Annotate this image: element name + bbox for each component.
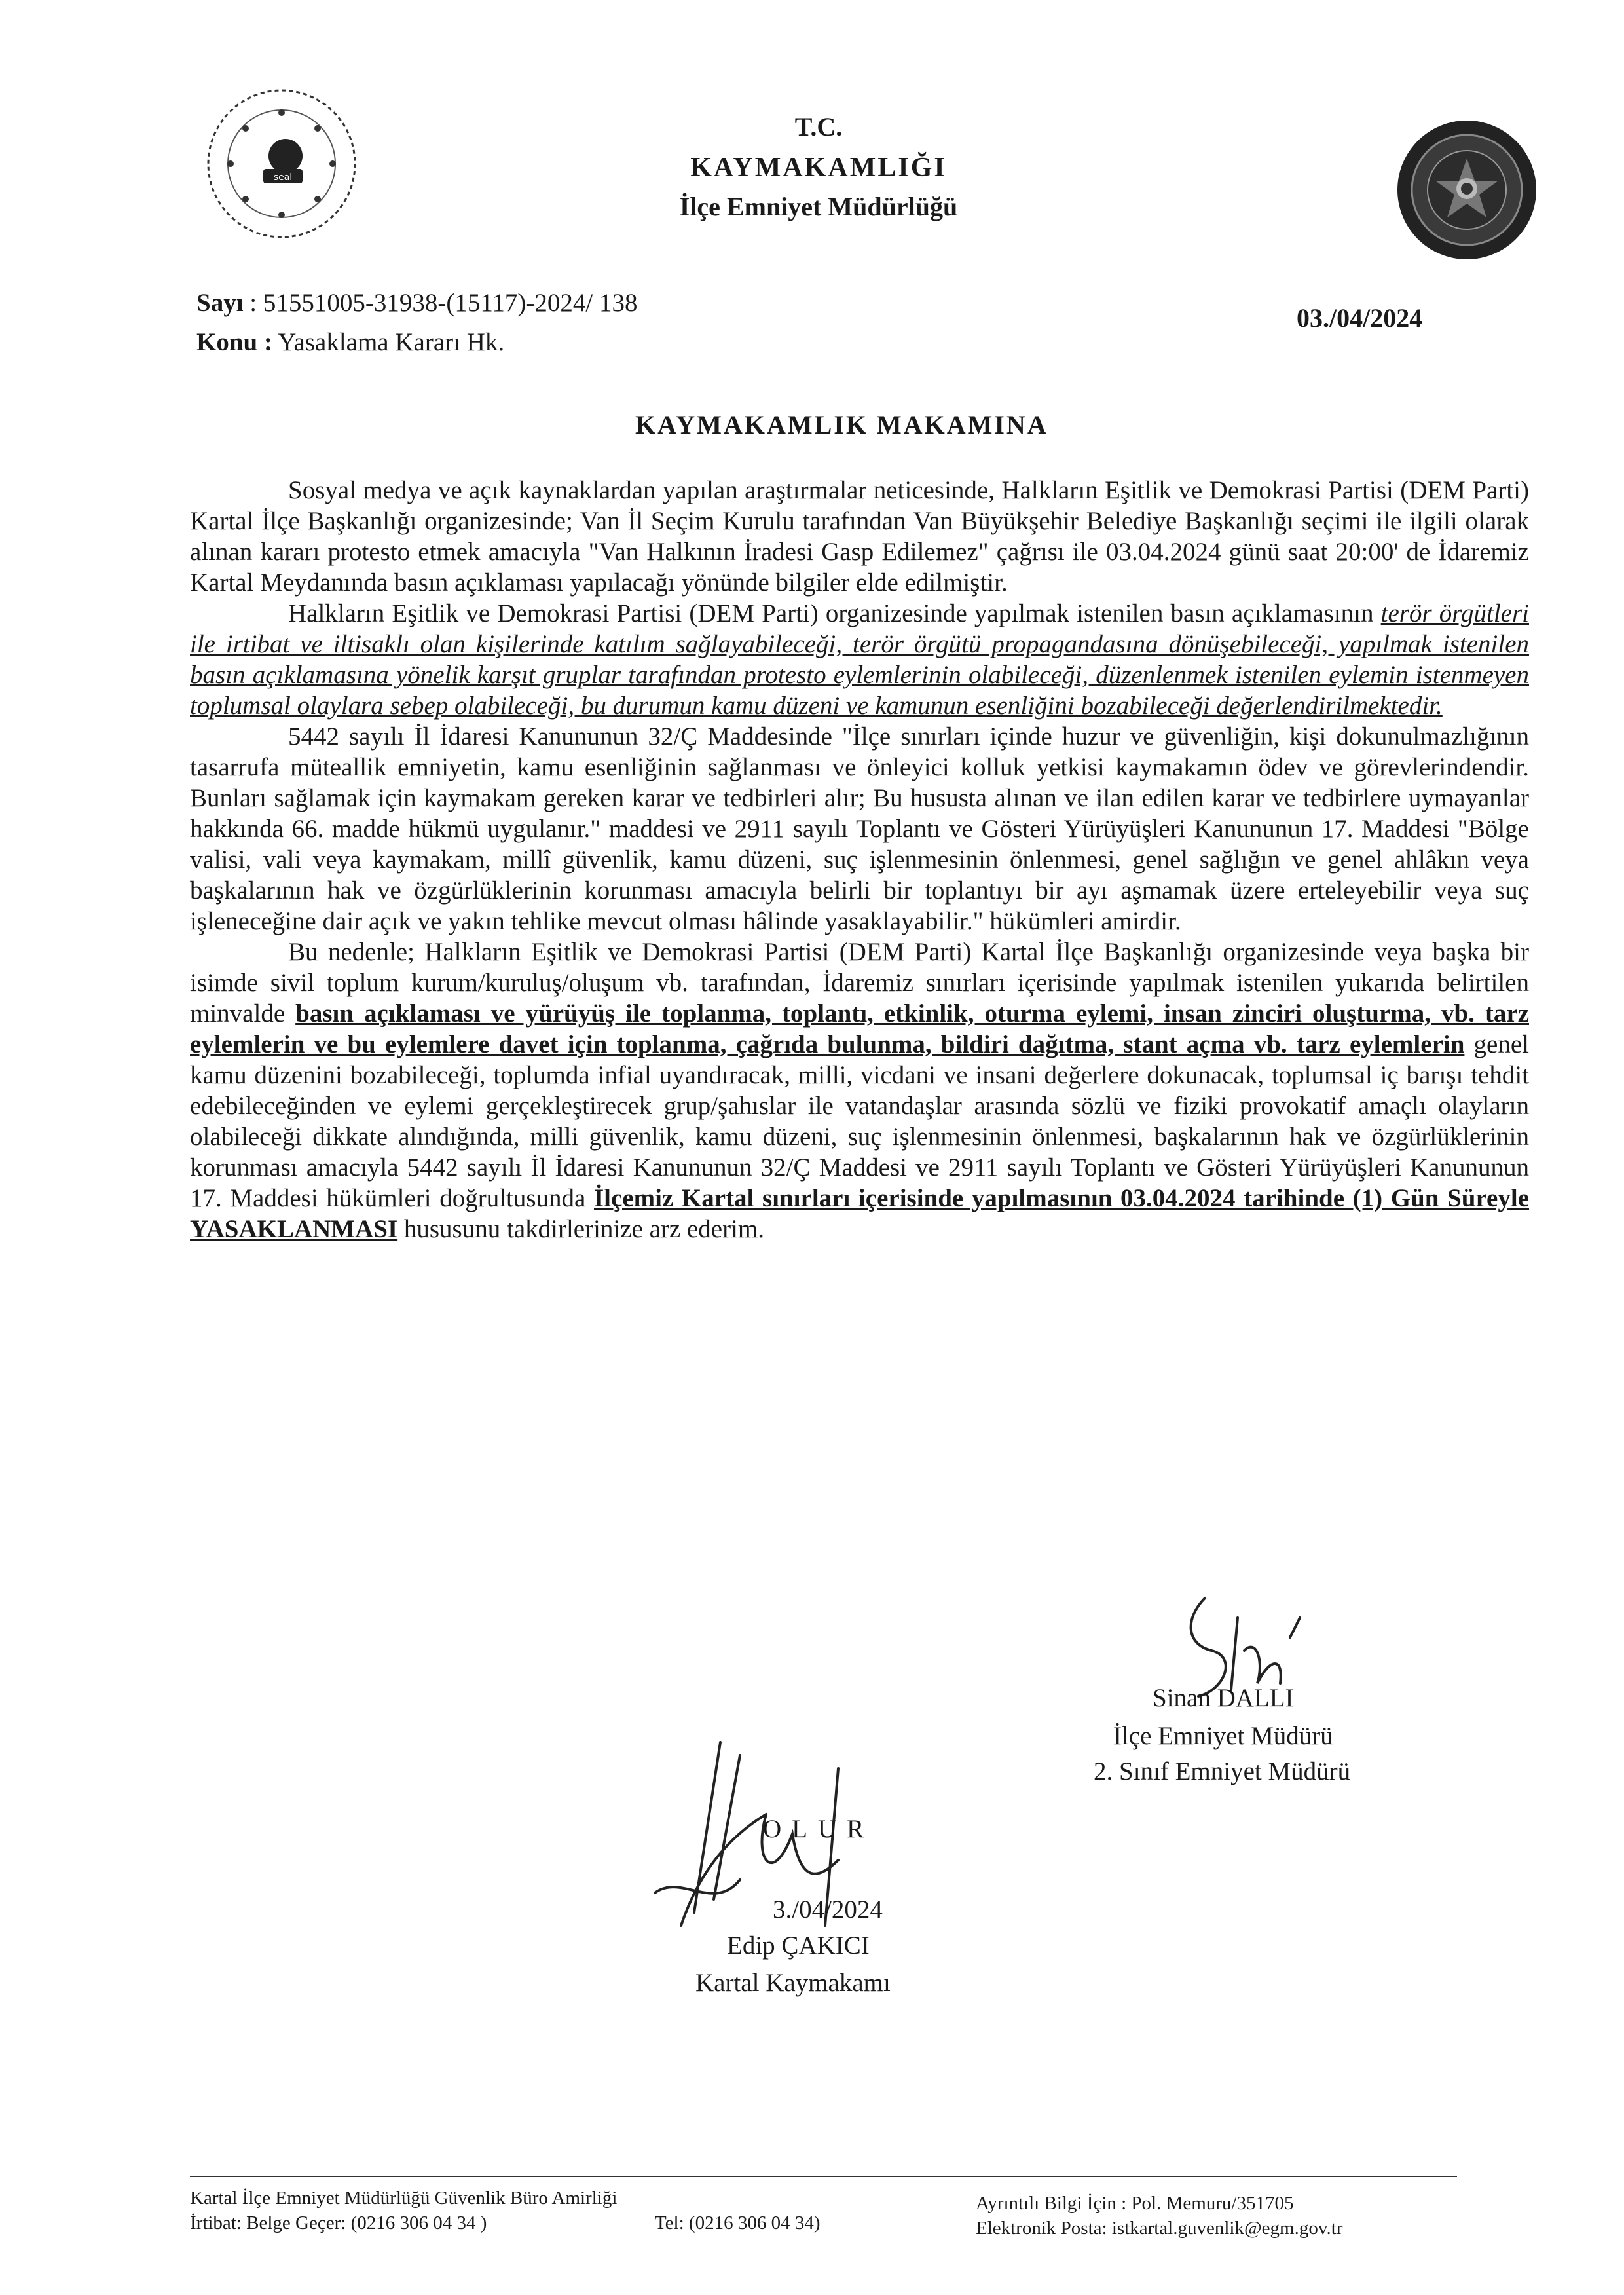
signer-1-name: Sinan DALLI bbox=[1153, 1684, 1294, 1712]
addressee: KAYMAKAMLIK MAKAMINA bbox=[635, 410, 1048, 439]
approval-label: OLUR bbox=[763, 1815, 875, 1843]
paragraph-4-closing: hususunu takdirlerinize arz ederim. bbox=[403, 1215, 765, 1243]
signer-1-title: İlçe Emniyet Müdürü bbox=[1113, 1722, 1333, 1750]
footer-contact: Ayrıntılı Bilgi İçin : Pol. Memuru/351705 bbox=[976, 2193, 1294, 2214]
police-seal-icon bbox=[1395, 118, 1539, 262]
paragraph-4 bbox=[190, 937, 1529, 1244]
footer-email: Elektronik Posta: istkartal.guvenlik@egm.gov.tr bbox=[976, 2218, 1343, 2239]
reference-subject bbox=[196, 327, 504, 357]
signer-1-rank: 2. Sınıf Emniyet Müdürü bbox=[1094, 1757, 1351, 1785]
sayi-label: Sayı bbox=[196, 289, 244, 317]
approval-date: 3./04/2024 bbox=[773, 1895, 883, 1924]
paragraph-1: Sosyal medya ve açık kaynaklardan yapılan araştırmalar neticesinde, Halkların Eşitlik ve Demokrasi Partisi (DEM Parti) Kartal İlçe Başkanlığı organizesinde; Van İl Seçim Kurulu tarafından Van Büyükşehir Belediye Başkanlığı seçimi ile ilgili olarak alınan kararı protesto etmek amacıyla "Van Halkının İradesi Gasp Edilemez" çağrısı ile 03.04.2024 günü saat 20:00' de İdaremiz Kartal Meydanında basın açıklaması yapılacağı yönünde bilgiler elde edilmiştir. bbox=[190, 476, 1529, 597]
paragraph-4-underlined-2: İlçemiz Kartal sınırları içerisinde yapılmasının 03.04.2024 tarihinde (1) Gün Süreyle YASAKLANMASI bbox=[190, 1184, 1530, 1243]
ministry-seal-icon bbox=[203, 85, 360, 242]
paragraph-2-text: Halkların Eşitlik ve Demokrasi Partisi (DEM Parti) organizesinde yapılmak istenilen basın açıklamasının bbox=[288, 599, 1374, 627]
footer-unit: Kartal İlçe Emniyet Müdürlüğü Güvenlik Büro Amirliği bbox=[190, 2188, 618, 2209]
konu-label: Konu : bbox=[196, 328, 272, 356]
paragraph-4-underlined-1: basın açıklaması ve yürüyüş ile toplanma, toplantı, etkinlik, oturma eylemi, insan zinciri oluşturma, vb. tarz eylemlerin ve bu eylemlere davet için toplanma, çağrıda bulunma, bildiri dağıtma, stant açma vb. tarz eylemlerin bbox=[190, 999, 1530, 1058]
paragraph-2-underlined: terör örgütleri ile irtibat ve iltisaklı olan kişilerinde katılım sağlayabileceği, terör örgütü propagandasına dönüşebileceği, yapılmak istenilen basın açıklamasına yönelik karşıt gruplar tarafından protesto eylemlerinin olabileceği, düzenlenmek istenilen eylemin istenmeyen toplumsal olaylara sebep olabileceği, bu durumun kamu düzeni ve kamunun esenliğini bozabileceği değerlendirilmektedir. bbox=[190, 599, 1530, 720]
signer-2-name: Edip ÇAKICI bbox=[727, 1931, 870, 1960]
footer-fax: İrtibat: Belge Geçer: (0216 306 04 34 ) bbox=[190, 2212, 487, 2233]
header-country: T.C. bbox=[794, 112, 843, 141]
sayi-value: : 51551005-31938-(15117)-2024/ 138 bbox=[249, 289, 638, 317]
letter-body bbox=[190, 475, 1529, 1244]
paragraph-4-body: genel kamu düzenini bozabileceği, toplumda infial uyandıracak, milli, vicdani ve insani değerlere dokunacak, toplumsal iç barışı tehdit edebileceğinden ve eylemi gerçekleştirecek grup/şahıslar ile vatandaşlar arasında sözlü ve fiziki provokatif amaçlı olayların olabileceği dikkate alındığında, milli güvenlik, kamu düzeni, suç işlenmesinin önlenmesi, başkalarının hak ve özgürlüklerinin korunması amacıyla 5442 sayılı İl İdaresi Kanununun 32/Ç Maddesi ve 2911 sayılı Toplantı ve Gösteri Yürüyüşleri Kanununun 17. Maddesi hükümleri doğrultusunda bbox=[190, 1030, 1529, 1212]
paragraph-2 bbox=[190, 598, 1529, 721]
header-department: İlçe Emniyet Müdürlüğü bbox=[679, 192, 958, 221]
header-office: KAYMAKAMLIĞI bbox=[690, 153, 947, 183]
reference-number bbox=[196, 288, 637, 318]
footer-phone: Tel: (0216 306 04 34) bbox=[655, 2212, 821, 2233]
paragraph-3: 5442 sayılı İl İdaresi Kanununun 32/Ç Maddesinde "İlçe sınırları içinde huzur ve güvenliğin, kişi dokunulmazlığının tasarrufa müteallik emniyetin, kamu esenliğinin sağlanması ve önleyici kolluk yetkisi kaymakamın ödev ve görevlerindendir. Bunları sağlamak için kaymakam gereken karar ve tedbirleri alır; Bu hususta alınan ve ilan edilen karar ve tedbirlere uymayanlar hakkında 66. madde hükmü uygulanır." maddesi ve 2911 sayılı Toplantı ve Gösteri Yürüyüşleri Kanununun 17. Maddesi "Bölge valisi, vali veya kaymakam, millî güvenlik, kamu düzeni, suç işlenmesinin önlenmesi, genel sağlığın ve genel ahlâkın veya başkalarının hak ve özgürlüklerinin korunması amacıyla belirli bir toplantıyı bir ayı aşmamak üzere erteleyebilir veya suç işleneceğine dair açık ve yakın tehlike mevcut olması hâlinde yasaklayabilir." hükümleri amirdir. bbox=[190, 722, 1529, 935]
svg-text:seal: seal bbox=[273, 172, 293, 183]
signer-2-title: Kartal Kaymakamı bbox=[695, 1969, 891, 1997]
paragraph-4-text: Bu nedenle; Halkların Eşitlik ve Demokrasi Partisi (DEM Parti) Kartal İlçe Başkanlığı organizesinde veya başka bir isimde sivil toplum kurum/kuruluş/oluşum vb. tarafından, İdaremiz sınırları içerisinde yapılmak istenilen yukarıda belirtilen minvalde bbox=[190, 938, 1529, 1028]
konu-value: Yasaklama Kararı Hk. bbox=[278, 328, 505, 356]
document-date: 03./04/2024 bbox=[1297, 303, 1423, 333]
footer-divider bbox=[190, 2176, 1457, 2177]
